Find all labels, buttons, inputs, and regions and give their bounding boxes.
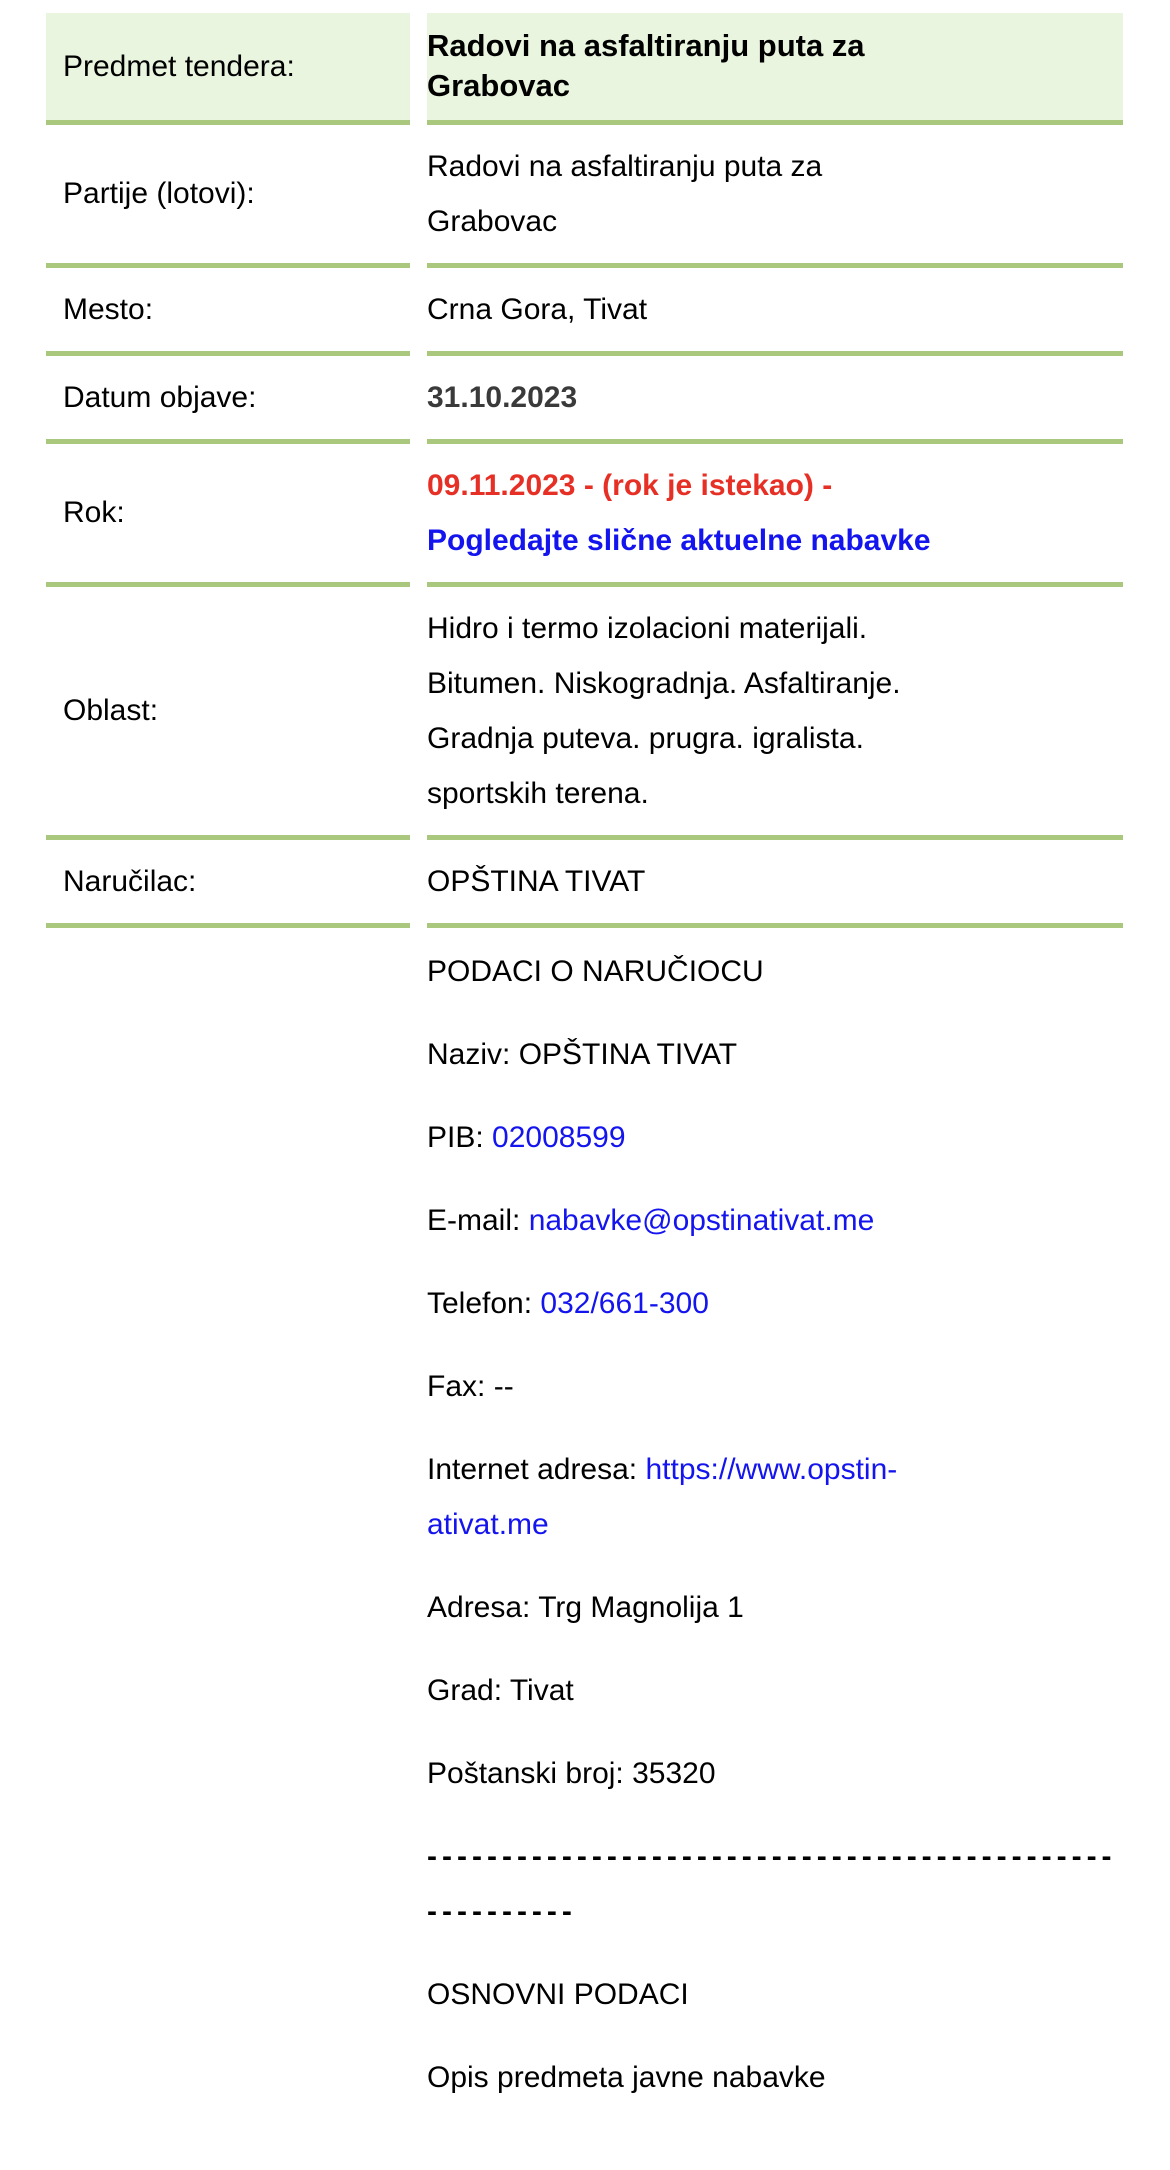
narucilac-value (427, 840, 1123, 928)
partije-value (427, 125, 1123, 268)
oblast-value-line3: Gradnja puteva. prugra. igralista. (427, 722, 864, 755)
naziv-value: OPŠTINA TIVAT (518, 1038, 738, 1071)
grad-value: Tivat (509, 1674, 574, 1707)
fax-value: -- (493, 1370, 514, 1403)
row-label-mesto (46, 268, 410, 356)
partije-label: Partije (lotovi): (63, 177, 255, 210)
detail-email (427, 1193, 1123, 1248)
tender-page (0, 13, 1170, 2170)
postanski-value: 35320 (632, 1757, 716, 1790)
datum-value (427, 356, 1123, 444)
row-rok (46, 444, 1123, 587)
row-label-oblast (46, 587, 410, 840)
mesto-label: Mesto: (63, 292, 154, 326)
predmet-value (427, 13, 1123, 125)
oblast-value-line1: Hidro i termo izolacioni materijali. (427, 612, 868, 645)
predmet-label: Predmet tendera: (63, 49, 295, 83)
detail-grad (427, 1663, 1123, 1718)
predmet-value-line1: Radovi na asfaltiranju puta za (427, 28, 865, 63)
row-narucilac (46, 840, 1123, 928)
pib-link[interactable]: 02008599 (492, 1121, 626, 1154)
adresa-value: Trg Magnolija 1 (538, 1591, 744, 1624)
website-link-line1: https://www.opstin- (645, 1453, 898, 1486)
datum-label: Datum objave: (63, 380, 257, 414)
row-oblast (46, 587, 1123, 840)
telefon-link[interactable]: 032/661-300 (540, 1287, 709, 1320)
oblast-value-line2: Bitumen. Niskogradnja. Asfaltiranje. (427, 667, 901, 700)
row-mesto (46, 268, 1123, 356)
row-predmet-tendera (46, 13, 1123, 125)
osnovni-podaci-title: OSNOVNI PODACI (427, 1978, 689, 2011)
oblast-label: Oblast: (63, 694, 159, 727)
grad-label: Grad: (427, 1674, 503, 1707)
detail-fax (427, 1359, 1123, 1414)
oblast-value-line4: sportskih terena. (427, 777, 649, 810)
partije-value-line2: Grabovac (427, 205, 558, 238)
opis-predmeta-line: Opis predmeta javne nabavke (427, 2061, 826, 2094)
narucilac-value-text: OPŠTINA TIVAT (427, 865, 646, 898)
rok-label: Rok: (63, 496, 125, 529)
detail-adresa (427, 1580, 1123, 1635)
row-label-narucilac (46, 840, 410, 928)
row-buyer-details (46, 928, 1123, 2133)
pib-label: PIB: (427, 1121, 484, 1154)
rok-value (427, 444, 1123, 587)
predmet-value-line2: Grabovac (427, 68, 571, 103)
internet-adresa-label: Internet adresa: (427, 1453, 638, 1486)
row-label-rok (46, 444, 410, 587)
row-label-datum (46, 356, 410, 444)
detail-postanski-broj (427, 1746, 1123, 1801)
detail-naziv (427, 1027, 1123, 1082)
similar-procurements-link[interactable]: Pogledajte slične aktuelne nabavke (427, 524, 931, 557)
website-link-line2: ativat.me (427, 1508, 549, 1541)
mesto-value-text: Crna Gora, Tivat (427, 293, 648, 326)
telefon-label: Telefon: (427, 1287, 533, 1320)
adresa-label: Adresa: (427, 1591, 531, 1624)
mesto-value (427, 268, 1123, 356)
oblast-value (427, 587, 1123, 840)
fax-label: Fax: (427, 1370, 486, 1403)
row-label-partije (46, 125, 410, 268)
row-label-empty (46, 928, 410, 2133)
buyer-details-block (427, 928, 1123, 2133)
rok-expired-text: 09.11.2023 - (rok je istekao) - (427, 469, 833, 502)
row-partije (46, 125, 1123, 268)
narucilac-label: Naručilac: (63, 864, 197, 898)
detail-telefon (427, 1276, 1123, 1331)
datum-value-text: 31.10.2023 (427, 381, 578, 414)
naziv-label: Naziv: (427, 1038, 511, 1071)
tender-details-table (46, 13, 1123, 2133)
row-datum-objave (46, 356, 1123, 444)
buyer-details-title: PODACI O NARUČIOCU (427, 955, 764, 988)
detail-internet-adresa (427, 1442, 1123, 1552)
email-link[interactable]: nabavke@opstinativat.me (528, 1204, 875, 1237)
detail-pib (427, 1110, 1123, 1165)
postanski-label: Poštanski broj: (427, 1757, 624, 1790)
email-label: E-mail: (427, 1204, 521, 1237)
dashed-separator: -------------------------------------------------------- (427, 1840, 1117, 1928)
row-label-predmet (46, 13, 410, 125)
partije-value-line1: Radovi na asfaltiranju puta za (427, 150, 823, 183)
